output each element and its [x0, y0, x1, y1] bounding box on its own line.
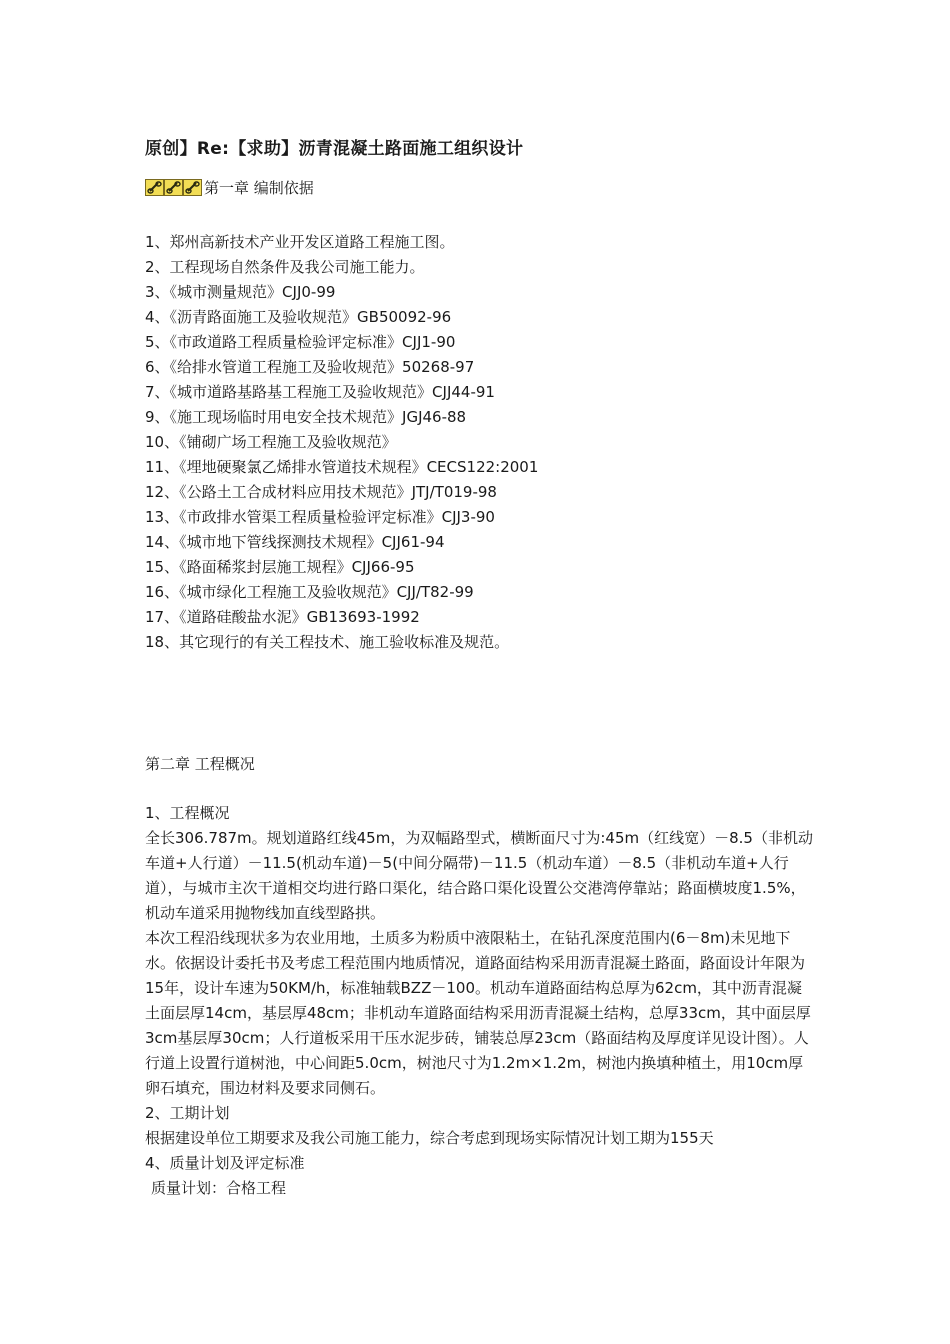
list-item: 13、《市政排水管渠工程质量检验评定标准》CJJ3-90 [145, 508, 495, 526]
paragraph: 根据建设单位工期要求及我公司施工能力，综合考虑到现场实际情况计划工期为155天 [145, 1129, 714, 1147]
chapter2-body [145, 801, 815, 1201]
rolled-scroll-icon [183, 179, 202, 196]
list-item: 3、《城市测量规范》CJJ0-99 [145, 283, 336, 301]
list-item: 2、工程现场自然条件及我公司施工能力。 [145, 258, 425, 276]
list-item: 17、《道路硅酸盐水泥》GB13693-1992 [145, 608, 420, 626]
section-heading: 4、质量计划及评定标准 [145, 1154, 305, 1172]
chapter2-heading: 第二章 工程概况 [145, 755, 255, 773]
list-item: 4、《沥青路面施工及验收规范》GB50092-96 [145, 308, 452, 326]
chapter1-heading: 第一章 编制依据 [204, 179, 314, 197]
list-item: 7、《城市道路基路基工程施工及验收规范》CJJ44-91 [145, 383, 495, 401]
reference-list [145, 230, 538, 655]
paragraph: 质量计划：合格工程 [151, 1179, 287, 1197]
list-item: 11、《埋地硬聚氯乙烯排水管道技术规程》CECS122:2001 [145, 458, 539, 476]
rolled-scroll-icon [164, 179, 183, 196]
list-item: 14、《城市地下管线探测技术规程》CJJ61-94 [145, 533, 445, 551]
list-item: 12、《公路土工合成材料应用技术规范》JTJ/T019-98 [145, 483, 497, 501]
section-heading: 2、工期计划 [145, 1104, 230, 1122]
section-heading: 1、工程概况 [145, 804, 230, 822]
list-item: 16、《城市绿化工程施工及验收规范》CJJ/T82-99 [145, 583, 474, 601]
list-item: 5、《市政道路工程质量检验评定标准》CJJ1-90 [145, 333, 456, 351]
list-item: 18、其它现行的有关工程技术、施工验收标准及规范。 [145, 633, 510, 651]
list-item: 1、郑州高新技术产业开发区道路工程施工图。 [145, 233, 455, 251]
list-item: 10、《铺砌广场工程施工及验收规范》 [145, 433, 397, 451]
list-item: 6、《给排水管道工程施工及验收规范》50268-97 [145, 358, 475, 376]
list-item: 15、《路面稀浆封层施工规程》CJJ66-95 [145, 558, 415, 576]
paragraph: 全长306.787m。规划道路红线45m，为双幅路型式，横断面尺寸为:45m（红线宽）－8.5（非机动车道+人行道）－11.5(机动车道)－5(中间分隔带)－11.5（机动车道）－8.5（非机动车道+人行道），与城市主次干道相交均进行路口渠化，结合路口渠化设置公交港湾停靠站；路面横坡度1.5%，机动车道采用抛物线加直线型路拱。 [145, 829, 813, 922]
paragraph: 本次工程沿线现状多为农业用地，土质多为粉质中液限粘土，在钻孔深度范围内(6－8m)未见地下水。依据设计委托书及考虑工程范围内地质情况，道路面结构采用沥青混凝土路面，路面设计年限为15年，设计车速为50KM/h，标准轴载BZZ－100。机动车道路面结构总厚为62cm，其中沥青混凝土面层厚14cm，基层厚48cm；非机动车道路面结构采用沥青混凝土结构，总厚33cm，其中面层厚3cm基层厚30cm；人行道板采用干压水泥步砖，铺装总厚23cm（路面结构及厚度详见设计图）。人行道上设置行道树池，中心间距5.0cm，树池尺寸为1.2m×1.2m，树池内换填种植土，用10cm厚卵石填充，围边材料及要求同侧石。 [145, 929, 811, 1097]
list-item: 9、《施工现场临时用电安全技术规范》JGJ46-88 [145, 408, 467, 426]
document-title: 原创】Re:【求助】沥青混凝土路面施工组织设计 [145, 139, 524, 159]
rolled-scroll-icon [145, 179, 164, 196]
chapter1-heading-row [145, 177, 314, 198]
